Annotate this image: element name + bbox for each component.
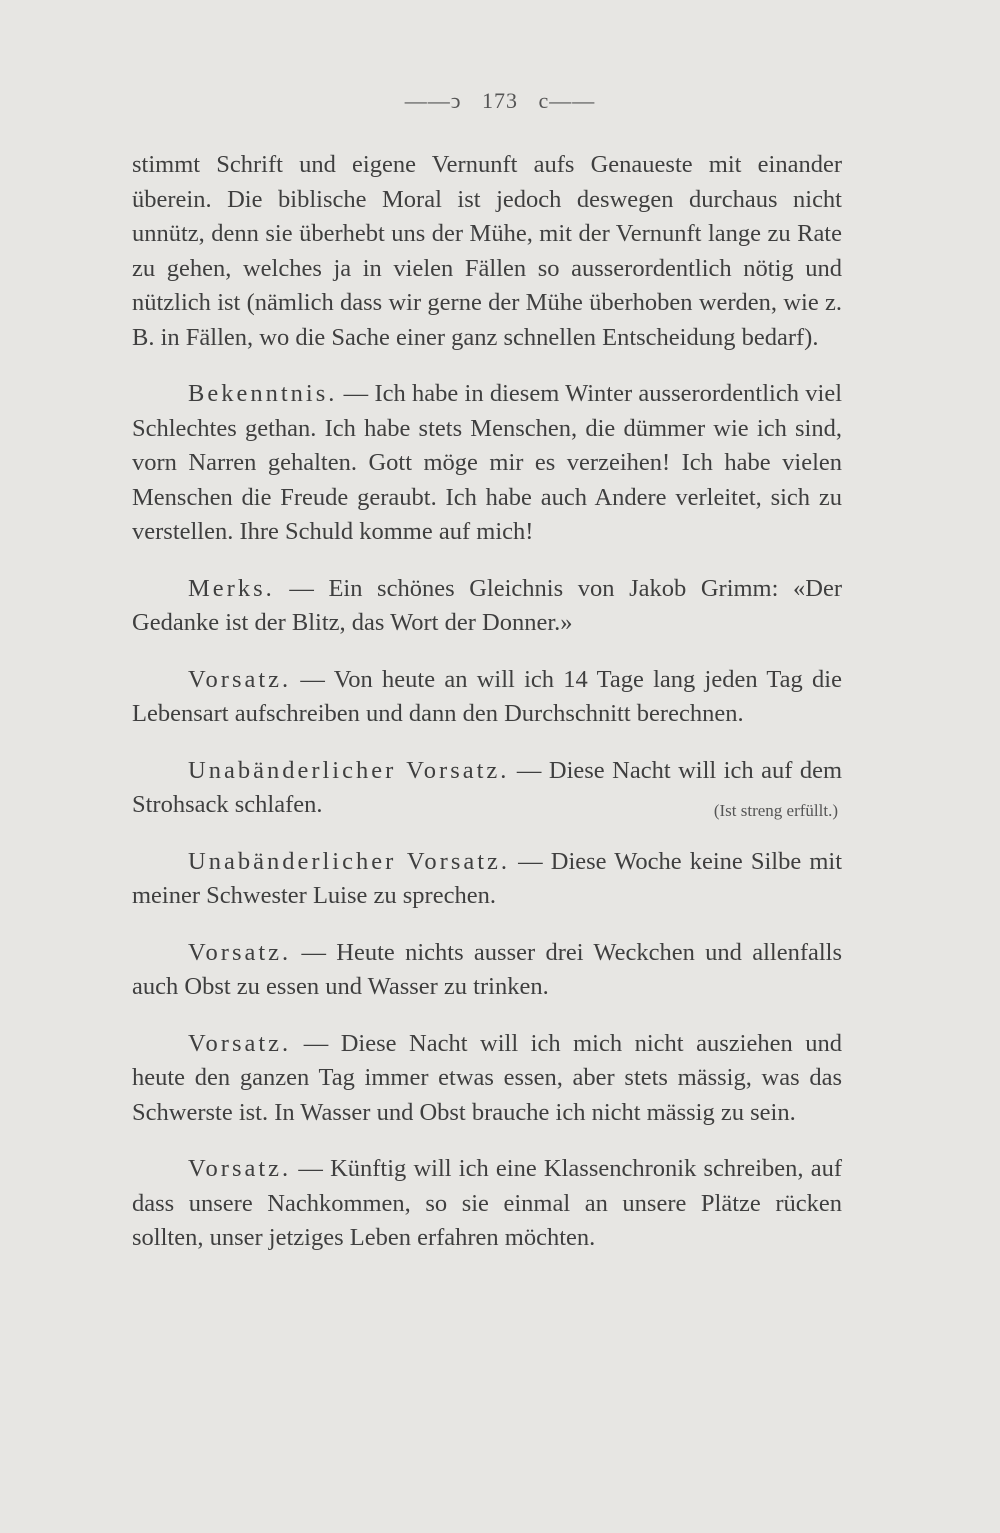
margin-note: (Ist streng erfüllt.) <box>713 800 838 820</box>
entry-text: Diese Nacht will ich auf dem Strohsack schlafen. <box>132 756 842 818</box>
entry-heading: Merks. <box>188 574 275 602</box>
entry-heading: Vorsatz. <box>188 938 292 966</box>
entry-vorsatz-2 <box>132 936 842 1005</box>
entry-text: Von heute an will ich 14 Tage lang jeden Tag die Lebensart aufschreiben und dann den Durchschnitt berechnen. <box>132 665 842 727</box>
header-right-ornament: c—— <box>538 88 596 113</box>
entry-dash: — <box>291 1155 331 1182</box>
entry-heading: Vorsatz. <box>188 665 292 693</box>
entry-bekenntnis <box>132 377 842 550</box>
entry-heading: Unabänderlicher Vorsatz. <box>188 756 510 784</box>
entry-vorsatz-1 <box>132 663 842 732</box>
entry-dash: — <box>510 847 551 875</box>
paragraph-continuation <box>132 148 842 355</box>
page-header <box>0 88 1000 114</box>
entry-text: Diese Nacht will ich mich nicht ausziehen und heute den ganzen Tag immer etwas essen, aber stets mässig, was das Schwerste ist. In Wasser und Obst brauche ich nicht mässig zu sein. <box>132 1029 842 1126</box>
entry-heading: Vorsatz. <box>188 1029 292 1057</box>
entry-text: Heute nichts ausser drei Weckchen und allenfalls auch Obst zu essen und Wasser zu trinken. <box>132 938 842 1000</box>
entry-text: Diese Woche keine Silbe mit meiner Schwester Luise zu sprechen. <box>132 847 842 909</box>
entry-dash: — <box>509 756 549 784</box>
entry-text: Ich habe in diesem Winter ausserordentlich viel Schlechtes gethan. Ich habe stets Menschen, die dümmer wie ich sind, vorn Narren gehalten. Gott möge mir es verzeihen! Ich habe vielen Menschen die Freude geraubt. Ich habe auch Andere verleitet, sich zu verstellen. Ihre Schuld komme auf mich! <box>132 380 842 545</box>
entry-dash: — <box>291 938 337 966</box>
entry-unabaenderlicher-vorsatz-2 <box>132 845 842 914</box>
page-number: 173 <box>482 88 518 113</box>
entry-unabaenderlicher-vorsatz-1 <box>132 754 842 823</box>
entry-dash: — <box>291 665 334 693</box>
entry-dash: — <box>337 380 375 407</box>
header-left-ornament: ——ↄ <box>404 88 462 113</box>
entry-heading: Unabänderlicher Vorsatz. <box>188 847 511 875</box>
entry-dash: — <box>274 574 329 602</box>
entry-dash: — <box>291 1029 341 1057</box>
entry-heading: Bekenntnis. <box>188 380 338 407</box>
entry-vorsatz-3 <box>132 1027 842 1131</box>
entry-text: Ein schönes Gleichnis von Jakob Grimm: «Der Gedanke ist der Blitz, das Wort der Donner.» <box>132 574 842 636</box>
entry-merks <box>132 572 842 641</box>
entry-heading: Vorsatz. <box>188 1155 292 1182</box>
entry-vorsatz-4 <box>132 1152 842 1256</box>
body-text <box>132 148 842 1278</box>
entry-text: Künftig will ich eine Klassenchronik schreiben, auf dass unsere Nachkommen, so sie einmal an unsere Plätze rücken sollten, unser jetziges Leben erfahren möchten. <box>132 1155 842 1251</box>
paragraph-text: stimmt Schrift und eigene Vernunft aufs Genaueste mit einander überein. Die biblische Moral ist jedoch deswegen durchaus nicht unnütz, denn sie überhebt uns der Mühe, mit der Vernunft lange zu Rate zu gehen, welches ja in vielen Fällen so ausserordentlich nötig und nützlich ist (nämlich dass wir gerne der Mühe überhoben werden, wie z. B. in Fällen, wo die Sache einer ganz schnellen Entscheidung bedarf). <box>132 151 842 351</box>
